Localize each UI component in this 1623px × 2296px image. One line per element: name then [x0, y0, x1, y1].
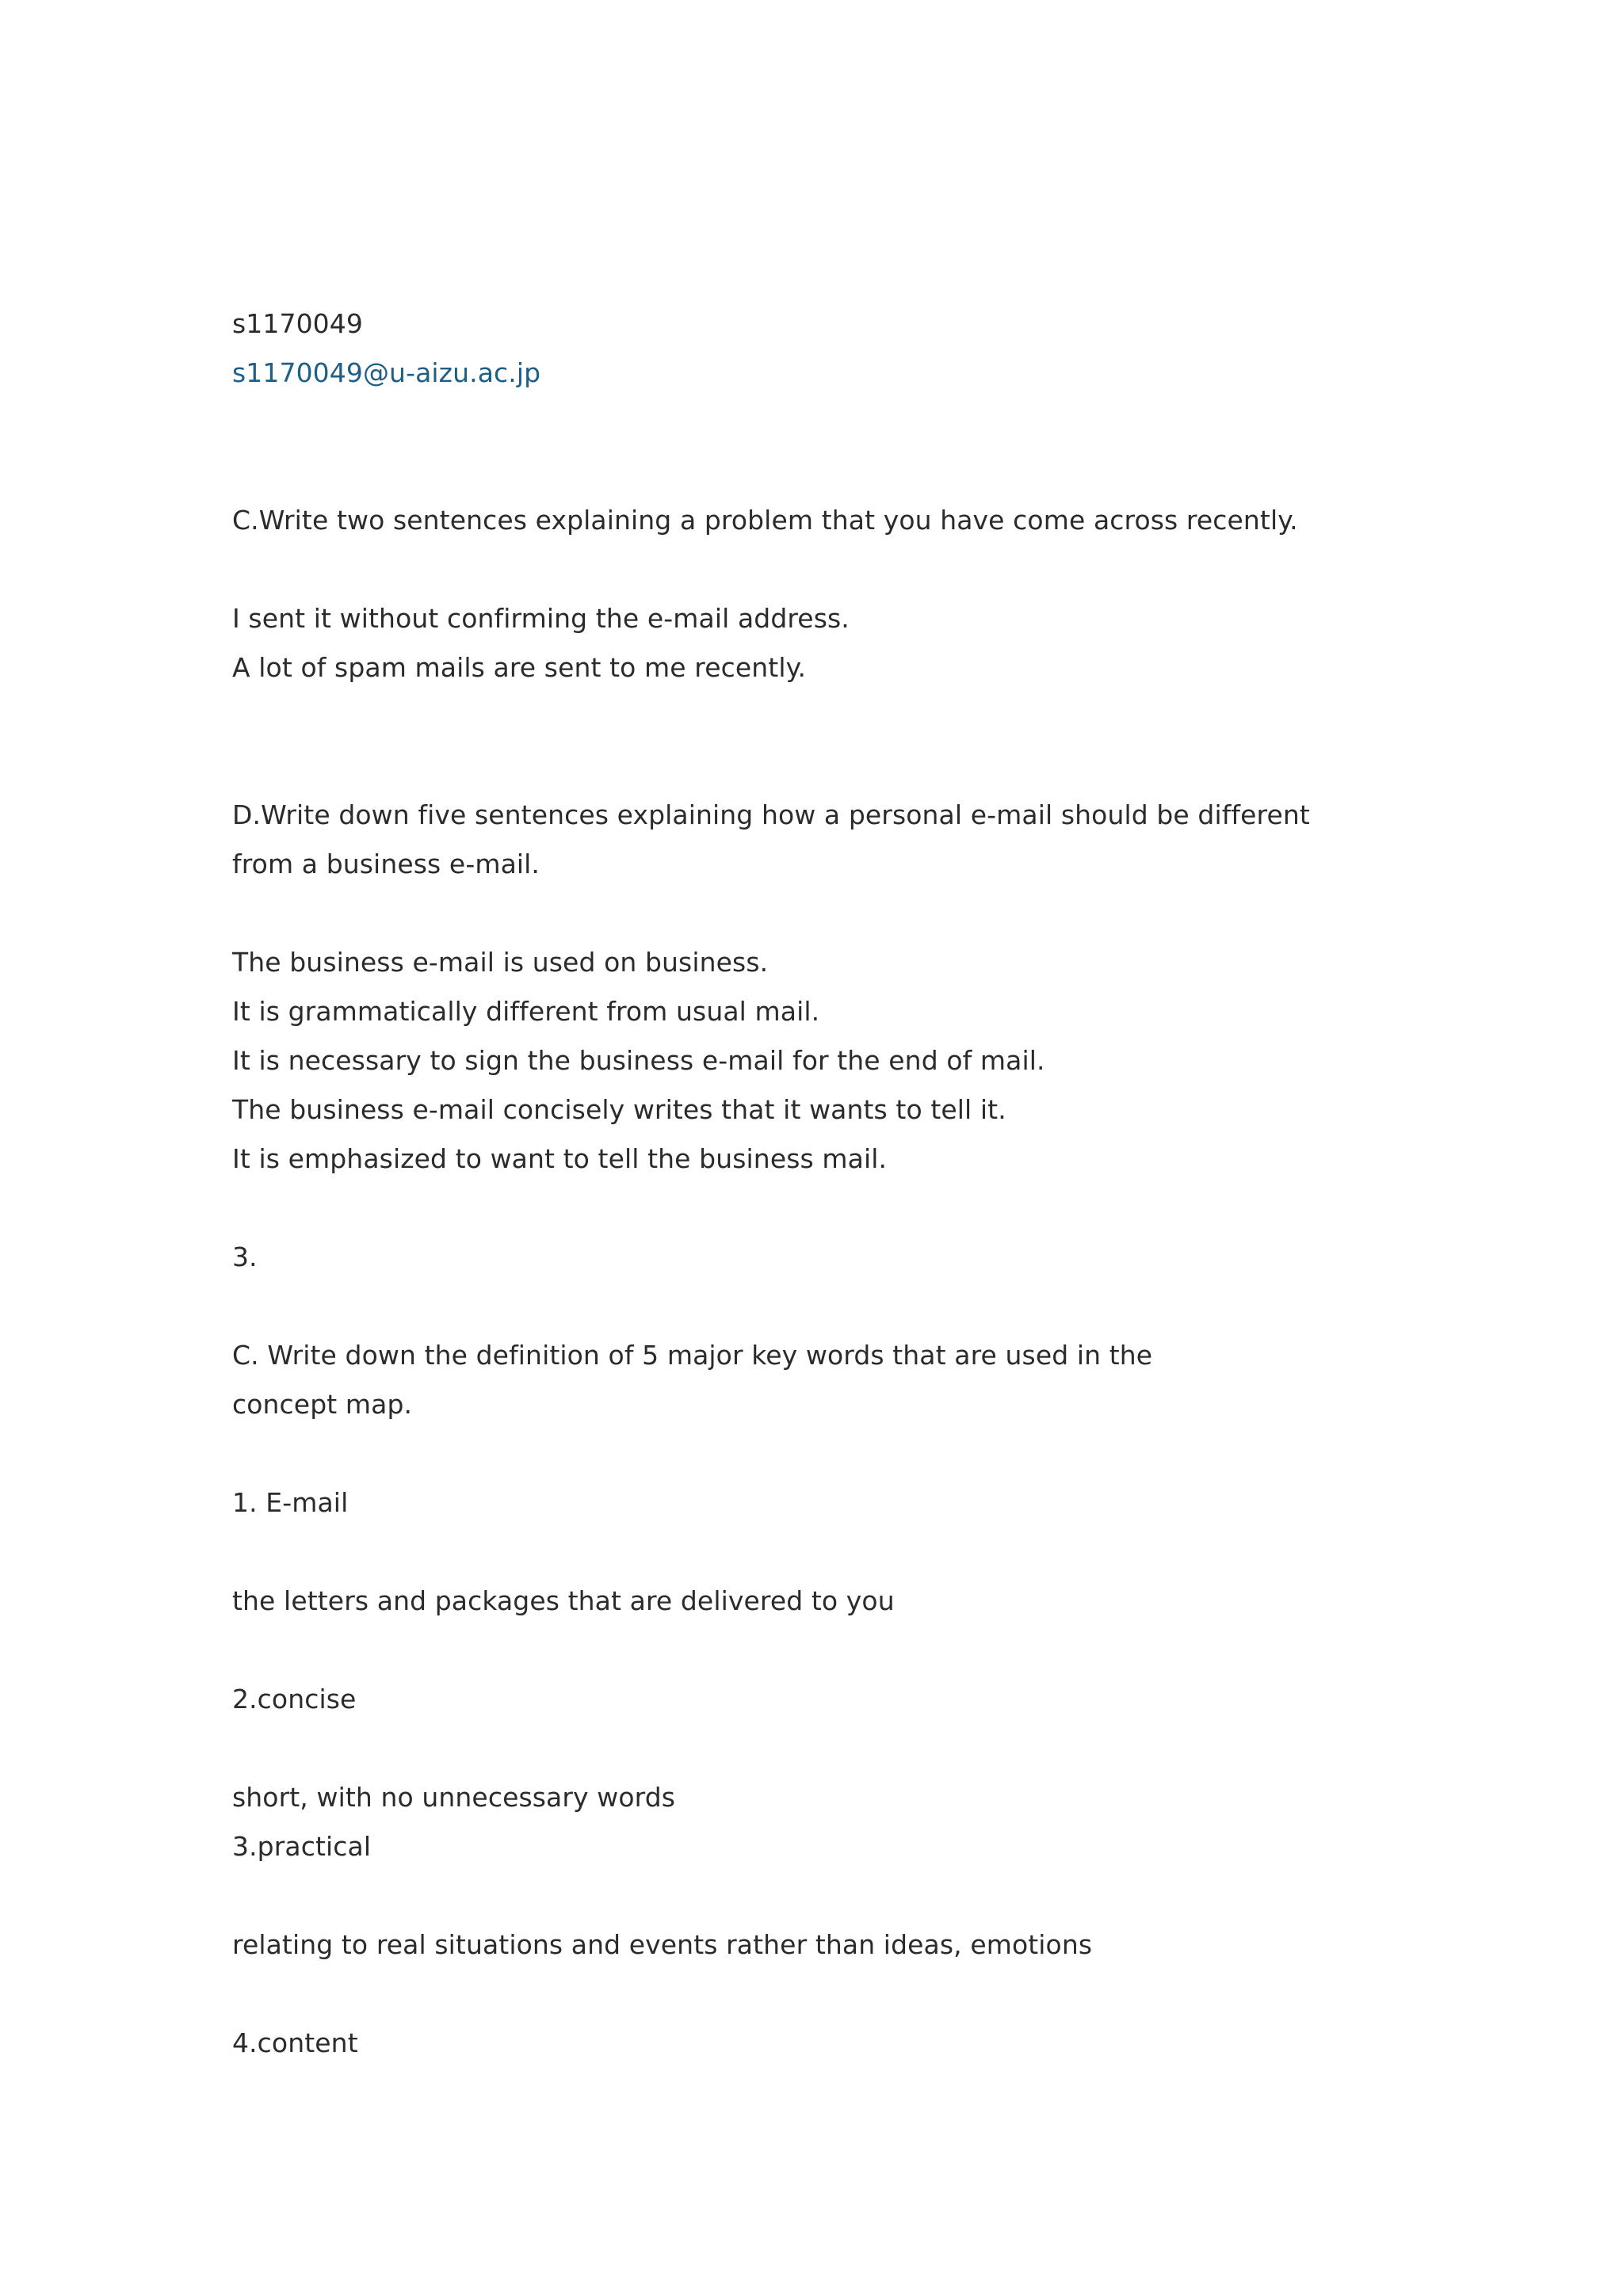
blank-line [232, 1184, 1342, 1233]
keyword-definition: short, with no unnecessary words [232, 1782, 676, 1813]
keyword-term: 1. E-mail [232, 1487, 349, 1518]
section-d-answer: The business e-mail concisely writes that it wants to tell it. [232, 1094, 1006, 1125]
blank-line [232, 742, 1342, 791]
blank-line [232, 1429, 1342, 1478]
student-id: s1170049 [232, 308, 363, 339]
section-d-answer: It is emphasized to want to tell the business mail. [232, 1143, 888, 1174]
blank-line [232, 1626, 1342, 1675]
section-d-answer: It is necessary to sign the business e-mail for the end of mail. [232, 1045, 1045, 1076]
blank-line [232, 1282, 1342, 1331]
section-d-answer: It is grammatically different from usual mail. [232, 996, 820, 1027]
blank-line [232, 1527, 1342, 1577]
keyword-definition: the letters and packages that are delivered to you [232, 1585, 895, 1616]
blank-line [232, 545, 1342, 594]
blank-line [232, 398, 1342, 447]
part-number: 3. [232, 1241, 258, 1272]
blank-line [232, 1970, 1342, 2019]
keyword-term: 2.concise [232, 1684, 357, 1714]
section-c-answer: I sent it without confirming the e-mail address. [232, 603, 850, 634]
section-c-question: C.Write two sentences explaining a problem that you have come across recently. [232, 505, 1298, 536]
keyword-definition: relating to real situations and events rather than ideas, emotions [232, 1929, 1093, 1960]
keyword-term: 4.content [232, 2027, 358, 2058]
keyword-term: 3.practical [232, 1831, 372, 1862]
section-d-answer: The business e-mail is used on business. [232, 947, 769, 978]
blank-line [232, 692, 1342, 742]
email-link[interactable]: s1170049@u-aizu.ac.jp [232, 357, 541, 388]
document-body [232, 299, 1342, 2068]
part3-question: concept map. [232, 1389, 413, 1420]
section-d-question: D.Write down five sentences explaining how a personal e-mail should be different [232, 799, 1310, 830]
blank-line [232, 447, 1342, 496]
blank-line [232, 1871, 1342, 1920]
blank-line [232, 889, 1342, 938]
blank-line [232, 1724, 1342, 1773]
section-d-question: from a business e-mail. [232, 849, 540, 879]
part3-question: C. Write down the definition of 5 major key words that are used in the [232, 1340, 1153, 1371]
section-c-answer: A lot of spam mails are sent to me recently. [232, 652, 807, 683]
